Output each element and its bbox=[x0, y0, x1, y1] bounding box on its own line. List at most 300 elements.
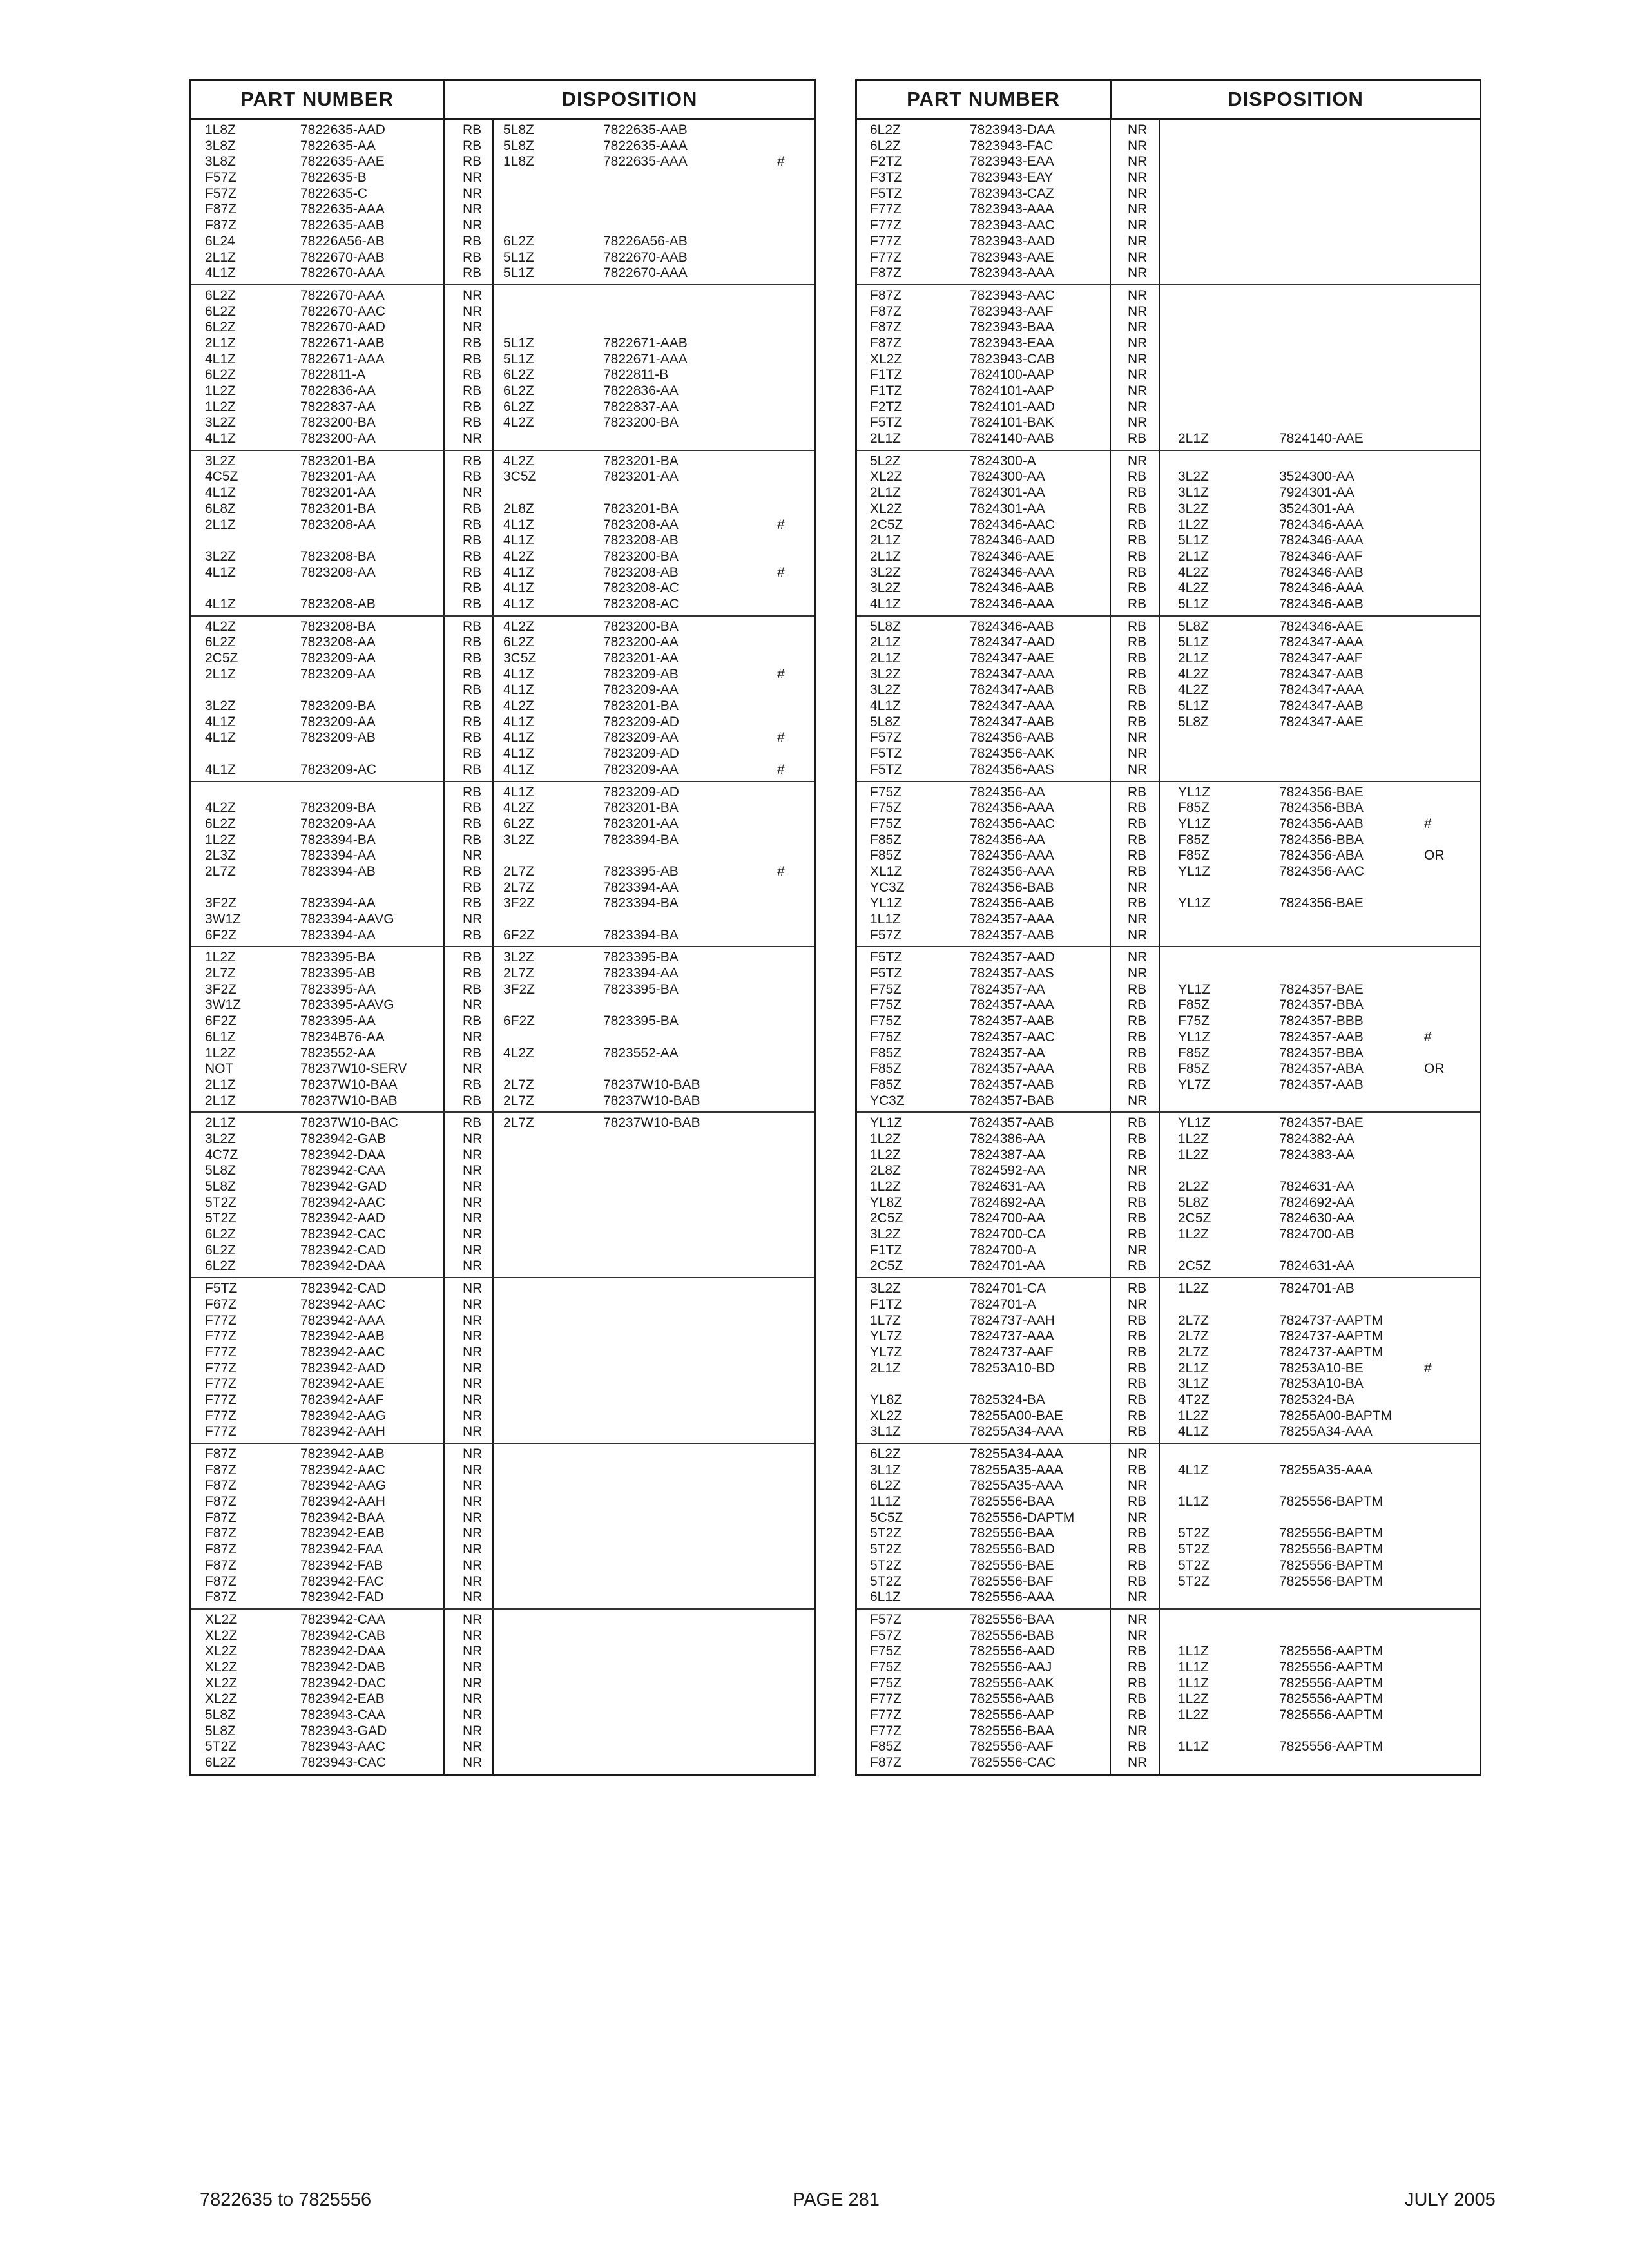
model-prefix: 6L2Z bbox=[205, 1258, 236, 1274]
model-prefix: F87Z bbox=[870, 320, 902, 335]
disposition-code: NR bbox=[1128, 202, 1148, 217]
model-prefix: 2L1Z bbox=[870, 533, 901, 548]
part-number: 7824346-AAC bbox=[970, 517, 1055, 532]
target-part-number: 3524301-AA bbox=[1279, 501, 1354, 516]
disposition-code: NR bbox=[463, 1344, 483, 1360]
target-model-prefix: YL1Z bbox=[1178, 816, 1211, 831]
target-model-prefix: 3L1Z bbox=[1178, 485, 1209, 501]
model-prefix: F87Z bbox=[205, 1526, 237, 1541]
model-prefix: F75Z bbox=[870, 997, 902, 1013]
model-prefix: F85Z bbox=[870, 1739, 902, 1754]
disposition-code: NR bbox=[1128, 383, 1148, 398]
disposition-code: RB bbox=[463, 138, 482, 153]
disposition-code: RB bbox=[463, 635, 482, 650]
table-row bbox=[857, 1574, 1480, 1590]
note-mark: # bbox=[1424, 1360, 1432, 1376]
table-row bbox=[857, 1258, 1480, 1274]
disposition-code: NR bbox=[1128, 138, 1148, 153]
model-prefix: 5C5Z bbox=[870, 1510, 903, 1525]
target-part-number: 7822635-AAB bbox=[603, 122, 688, 137]
target-part-number: 7824356-ABA bbox=[1279, 848, 1364, 863]
table-row bbox=[191, 1724, 814, 1740]
table-row bbox=[191, 265, 814, 282]
part-number: 78253A10-BD bbox=[970, 1360, 1055, 1376]
part-number: 7824300-AA bbox=[970, 469, 1045, 485]
footer-part-range: 7822635 to 7825556 bbox=[200, 2189, 372, 2210]
table-row bbox=[857, 816, 1480, 832]
model-prefix: 5L8Z bbox=[870, 619, 901, 634]
model-prefix: 3L2Z bbox=[205, 698, 236, 714]
table-row bbox=[857, 1179, 1480, 1195]
table-row bbox=[191, 367, 814, 383]
part-number: 7822670-AAA bbox=[300, 265, 385, 281]
target-part-number: 7825556-BAPTM bbox=[1279, 1494, 1383, 1510]
table-row bbox=[857, 1612, 1480, 1628]
table-row bbox=[857, 1115, 1480, 1131]
part-number: 7822670-AAC bbox=[300, 303, 385, 319]
model-prefix: 1L2Z bbox=[205, 832, 236, 847]
part-number: 7824347-AAD bbox=[970, 635, 1055, 650]
model-prefix: 3L2Z bbox=[205, 1131, 236, 1146]
note-mark: # bbox=[777, 730, 785, 745]
table-row bbox=[857, 1755, 1480, 1771]
table-row bbox=[857, 880, 1480, 896]
part-number: 7823209-BA bbox=[300, 698, 376, 714]
target-model-prefix: 5L1Z bbox=[1178, 698, 1209, 714]
part-number: 7823942-AAA bbox=[300, 1312, 385, 1328]
model-prefix: F87Z bbox=[870, 303, 902, 319]
part-number: 7823942-CAC bbox=[300, 1227, 387, 1242]
disposition-heading: DISPOSITION bbox=[561, 88, 698, 110]
target-part-number: 7824630-AA bbox=[1279, 1211, 1354, 1226]
part-number: 7823942-AAC bbox=[300, 1296, 385, 1312]
table-row bbox=[857, 832, 1480, 849]
part-number: 7823201-BA bbox=[300, 501, 376, 516]
model-prefix: 5T2Z bbox=[205, 1211, 237, 1226]
table-row bbox=[191, 1179, 814, 1195]
model-prefix: F87Z bbox=[870, 335, 902, 351]
model-prefix: 2C5Z bbox=[870, 1258, 903, 1274]
table-row bbox=[191, 1755, 814, 1771]
table-row bbox=[191, 336, 814, 352]
model-prefix: 4L2Z bbox=[205, 619, 236, 634]
model-prefix: F5TZ bbox=[870, 186, 903, 201]
part-number: 7824692-AA bbox=[970, 1195, 1045, 1210]
target-part-number: 7823200-BA bbox=[603, 415, 679, 430]
disposition-code: NR bbox=[1128, 287, 1148, 303]
part-number: 7824357-BAB bbox=[970, 1093, 1054, 1108]
part-number: 7824301-AA bbox=[970, 501, 1045, 516]
disposition-code: NR bbox=[1128, 1755, 1148, 1771]
model-prefix: 5L2Z bbox=[870, 453, 901, 468]
table-row bbox=[857, 383, 1480, 399]
disposition-code: RB bbox=[1128, 1061, 1147, 1077]
target-model-prefix: 2C5Z bbox=[1178, 1211, 1211, 1226]
model-prefix: 6L2Z bbox=[870, 1478, 901, 1494]
model-prefix: 2L1Z bbox=[205, 517, 236, 532]
disposition-code: NR bbox=[1128, 966, 1148, 981]
table-row bbox=[191, 1163, 814, 1179]
model-prefix: 5T2Z bbox=[205, 1195, 237, 1210]
part-number: 7824357-AAD bbox=[970, 950, 1055, 965]
part-number: 7823943-CAB bbox=[970, 351, 1055, 367]
table-row bbox=[857, 1014, 1480, 1030]
target-part-number: 78255A00-BAPTM bbox=[1279, 1408, 1393, 1423]
model-prefix: F77Z bbox=[870, 249, 902, 265]
disposition-code: NR bbox=[1128, 762, 1148, 777]
table-row bbox=[857, 186, 1480, 202]
table-row bbox=[857, 730, 1480, 746]
table-row bbox=[191, 1408, 814, 1425]
left-parts-table bbox=[189, 79, 816, 1776]
target-part-number: 7825556-AAPTM bbox=[1279, 1659, 1383, 1675]
model-prefix: F87Z bbox=[870, 265, 902, 281]
table-row bbox=[857, 431, 1480, 447]
disposition-code: NR bbox=[463, 1739, 483, 1754]
disposition-code: NR bbox=[463, 320, 483, 335]
part-number: 7825556-AAA bbox=[970, 1590, 1054, 1605]
table-row bbox=[191, 651, 814, 667]
part-number: 7823201-AA bbox=[300, 485, 376, 501]
part-number: 7824737-AAH bbox=[970, 1312, 1055, 1328]
disposition-code: NR bbox=[463, 1227, 483, 1242]
target-part-number: 7823208-AC bbox=[603, 596, 679, 611]
table-row bbox=[191, 399, 814, 416]
table-row bbox=[857, 864, 1480, 880]
model-prefix: XL2Z bbox=[205, 1691, 238, 1707]
target-part-number: 7824347-AAE bbox=[1279, 714, 1364, 729]
table-row bbox=[191, 635, 814, 651]
disposition-code: NR bbox=[1128, 1478, 1148, 1494]
disposition-code: RB bbox=[1128, 1573, 1147, 1589]
target-model-prefix: 1L2Z bbox=[1178, 1227, 1209, 1242]
model-prefix: F87Z bbox=[205, 218, 237, 233]
part-number: 7823943-GAD bbox=[300, 1723, 387, 1738]
model-prefix: F5TZ bbox=[870, 966, 903, 981]
table-row bbox=[191, 533, 814, 549]
table-row bbox=[191, 785, 814, 801]
table-row bbox=[857, 1494, 1480, 1510]
table-row bbox=[191, 1093, 814, 1110]
table-row bbox=[857, 1542, 1480, 1558]
disposition-code: RB bbox=[463, 762, 482, 777]
target-part-number: 7824356-AAB bbox=[1279, 816, 1364, 831]
table-row bbox=[857, 1558, 1480, 1574]
part-number: 7824101-AAD bbox=[970, 399, 1055, 414]
disposition-code: NR bbox=[463, 1478, 483, 1494]
model-prefix: F75Z bbox=[870, 1675, 902, 1691]
target-model-prefix: 1L2Z bbox=[1178, 1691, 1209, 1707]
part-number-heading: PART NUMBER bbox=[857, 81, 1112, 118]
table-row bbox=[857, 250, 1480, 266]
target-model-prefix: 3L2Z bbox=[1178, 501, 1209, 516]
model-prefix: 4L1Z bbox=[205, 265, 236, 281]
part-number: 7824737-AAF bbox=[970, 1344, 1054, 1360]
part-number: 7824356-AAB bbox=[970, 730, 1054, 745]
disposition-code: RB bbox=[463, 564, 482, 580]
model-prefix: 5L8Z bbox=[205, 1707, 236, 1722]
part-number: 7824357-AAB bbox=[970, 1014, 1054, 1029]
part-number: 7823942-AAH bbox=[300, 1494, 385, 1510]
disposition-code: NR bbox=[1128, 399, 1148, 414]
table-row bbox=[191, 667, 814, 683]
disposition-code: NR bbox=[1128, 367, 1148, 383]
disposition-code: RB bbox=[463, 927, 482, 943]
part-number: 7825556-BAA bbox=[970, 1723, 1054, 1738]
table-row bbox=[857, 1313, 1480, 1329]
table-row bbox=[857, 469, 1480, 485]
disposition-code: NR bbox=[1128, 1510, 1148, 1525]
model-prefix: 4L1Z bbox=[205, 762, 236, 777]
model-prefix: F77Z bbox=[870, 1723, 902, 1738]
model-prefix: 6L2Z bbox=[205, 303, 236, 319]
table-row bbox=[191, 896, 814, 912]
disposition-code: RB bbox=[463, 714, 482, 729]
disposition-code: RB bbox=[1128, 1312, 1147, 1328]
target-model-prefix: 2L1Z bbox=[1178, 431, 1209, 447]
target-model-prefix: 1L2Z bbox=[1178, 1147, 1209, 1162]
target-model-prefix: 3F2Z bbox=[503, 981, 535, 997]
part-number: 7823943-BAA bbox=[970, 320, 1054, 335]
note-mark: # bbox=[777, 762, 785, 777]
part-number: 7822635-AAA bbox=[300, 202, 385, 217]
disposition-code: NR bbox=[463, 303, 483, 319]
target-part-number: 7824356-AAC bbox=[1279, 863, 1364, 879]
target-model-prefix: 2L2Z bbox=[1178, 1179, 1209, 1194]
disposition-code: RB bbox=[1128, 1227, 1147, 1242]
model-prefix: 2L8Z bbox=[870, 1163, 901, 1178]
disposition-code: NR bbox=[463, 1462, 483, 1477]
target-part-number: 7824357-BAE bbox=[1279, 1115, 1364, 1131]
table-row bbox=[191, 1258, 814, 1274]
model-prefix: F77Z bbox=[205, 1392, 237, 1407]
target-part-number: 7824347-AAF bbox=[1279, 651, 1363, 666]
target-model-prefix: 4L2Z bbox=[503, 698, 534, 714]
model-prefix: XL2Z bbox=[205, 1644, 238, 1659]
table-row bbox=[857, 1281, 1480, 1297]
table-row bbox=[191, 122, 814, 139]
note-mark: # bbox=[1424, 816, 1432, 831]
table-row bbox=[857, 1526, 1480, 1542]
disposition-code: RB bbox=[1128, 816, 1147, 831]
model-prefix: 6L2Z bbox=[205, 1755, 236, 1771]
row-group bbox=[857, 1113, 1480, 1278]
target-model-prefix: F85Z bbox=[1178, 1061, 1210, 1077]
disposition-code: NR bbox=[463, 287, 483, 303]
part-number: 7824346-AAB bbox=[970, 581, 1054, 596]
table-row bbox=[857, 619, 1480, 635]
part-number: 7822635-AAD bbox=[300, 122, 385, 137]
table-row bbox=[191, 597, 814, 613]
part-number: 7823943-AAA bbox=[970, 202, 1054, 217]
disposition-code: NR bbox=[463, 1179, 483, 1194]
disposition-code: RB bbox=[1128, 1392, 1147, 1407]
model-prefix: F75Z bbox=[870, 1659, 902, 1675]
model-prefix: F87Z bbox=[205, 1446, 237, 1461]
part-number: 7823552-AA bbox=[300, 1045, 376, 1061]
model-prefix: 4L1Z bbox=[205, 351, 236, 367]
part-number: 7823943-AAA bbox=[970, 265, 1054, 281]
part-number: 7823395-AA bbox=[300, 981, 376, 997]
part-number: 7824347-AAE bbox=[970, 651, 1054, 666]
table-row bbox=[191, 1297, 814, 1313]
part-number: 7824347-AAA bbox=[970, 666, 1054, 682]
part-number: 7824357-AAC bbox=[970, 1029, 1055, 1044]
part-number: 7825324-BA bbox=[970, 1392, 1045, 1407]
disposition-code: NR bbox=[1128, 1611, 1148, 1627]
target-part-number: 78255A35-AAA bbox=[1279, 1462, 1373, 1477]
target-part-number: 7825556-BAPTM bbox=[1279, 1526, 1383, 1541]
target-model-prefix: 2L7Z bbox=[503, 1093, 534, 1108]
model-prefix: F5TZ bbox=[870, 762, 903, 777]
disposition-code: NR bbox=[463, 1296, 483, 1312]
part-number: 7823942-EAB bbox=[300, 1526, 385, 1541]
table-row bbox=[191, 1281, 814, 1297]
model-prefix: 5L8Z bbox=[870, 714, 901, 729]
disposition-code: NR bbox=[463, 1360, 483, 1376]
row-group bbox=[857, 617, 1480, 782]
table-row bbox=[857, 170, 1480, 186]
model-prefix: 4L2Z bbox=[205, 800, 236, 816]
row-group bbox=[857, 947, 1480, 1113]
target-model-prefix: 5L1Z bbox=[503, 249, 534, 265]
table-row bbox=[857, 533, 1480, 549]
target-model-prefix: 4L1Z bbox=[503, 714, 534, 729]
note-mark: # bbox=[777, 154, 785, 169]
model-prefix: F87Z bbox=[205, 1573, 237, 1589]
disposition-code: RB bbox=[463, 950, 482, 965]
part-number: 7823943-CAA bbox=[300, 1707, 385, 1722]
disposition-code: RB bbox=[463, 666, 482, 682]
model-prefix: F87Z bbox=[205, 1557, 237, 1573]
target-part-number: 7824356-BAE bbox=[1279, 784, 1364, 800]
part-number: 7823395-AAVG bbox=[300, 997, 394, 1013]
model-prefix: XL2Z bbox=[205, 1611, 238, 1627]
part-number: 7824700-AA bbox=[970, 1211, 1045, 1226]
part-number: 7823209-BA bbox=[300, 800, 376, 816]
target-part-number: 7824356-BBA bbox=[1279, 800, 1364, 816]
model-prefix: 2L1Z bbox=[870, 485, 901, 501]
part-number: 7825556-BAA bbox=[970, 1611, 1054, 1627]
target-part-number: 7824382-AA bbox=[1279, 1131, 1354, 1146]
table-row bbox=[857, 1030, 1480, 1046]
disposition-code: RB bbox=[1128, 1408, 1147, 1423]
target-part-number: 7824347-AAB bbox=[1279, 698, 1364, 714]
model-prefix: F77Z bbox=[205, 1408, 237, 1423]
part-number: 7823942-AAG bbox=[300, 1408, 387, 1423]
table-row bbox=[191, 1361, 814, 1377]
disposition-code: NR bbox=[463, 202, 483, 217]
model-prefix: 3L8Z bbox=[205, 154, 236, 169]
target-model-prefix: YL1Z bbox=[1178, 1029, 1211, 1044]
disposition-code: NR bbox=[463, 1392, 483, 1407]
table-row bbox=[857, 597, 1480, 613]
disposition-code: NR bbox=[1128, 879, 1148, 895]
target-part-number: 7823208-AA bbox=[603, 517, 679, 532]
model-prefix: F57Z bbox=[870, 730, 902, 745]
model-prefix: F5TZ bbox=[205, 1281, 238, 1296]
target-model-prefix: 1L2Z bbox=[1178, 1707, 1209, 1722]
part-number: 7823209-AA bbox=[300, 714, 376, 729]
target-model-prefix: 4L1Z bbox=[1178, 1462, 1209, 1477]
target-part-number: 7823201-AA bbox=[603, 816, 679, 831]
target-model-prefix: YL1Z bbox=[1178, 896, 1211, 911]
part-number: 7823208-BA bbox=[300, 548, 376, 564]
part-number: 7823394-BA bbox=[300, 832, 376, 847]
table-row bbox=[191, 950, 814, 966]
table-row bbox=[191, 1707, 814, 1724]
disposition-code: NR bbox=[463, 218, 483, 233]
table-row bbox=[191, 1148, 814, 1164]
part-number: 7823942-DAA bbox=[300, 1644, 385, 1659]
model-prefix: YL8Z bbox=[870, 1392, 903, 1407]
target-model-prefix: 2L7Z bbox=[503, 863, 534, 879]
part-number: 7823942-CAB bbox=[300, 1628, 385, 1643]
table-row bbox=[191, 1115, 814, 1131]
model-prefix: 3W1Z bbox=[205, 997, 242, 1013]
target-part-number: 7824357-BBA bbox=[1279, 997, 1364, 1013]
table-row bbox=[191, 880, 814, 896]
table-row bbox=[191, 1392, 814, 1408]
disposition-code: RB bbox=[1128, 1675, 1147, 1691]
model-prefix: 4L1Z bbox=[205, 431, 236, 447]
disposition-code: RB bbox=[463, 896, 482, 911]
part-number: 7823394-AB bbox=[300, 863, 376, 879]
table-row bbox=[191, 832, 814, 849]
model-prefix: F77Z bbox=[205, 1360, 237, 1376]
target-model-prefix: 2L7Z bbox=[503, 966, 534, 981]
target-part-number: 7823209-AA bbox=[603, 762, 679, 777]
part-number-heading: PART NUMBER bbox=[191, 81, 445, 118]
part-number: 7822670-AAA bbox=[300, 287, 385, 303]
model-prefix: 6L2Z bbox=[870, 138, 901, 153]
target-part-number: 7823201-BA bbox=[603, 698, 679, 714]
target-part-number: 78237W10-BAB bbox=[603, 1115, 700, 1131]
part-number: 7822670-AAD bbox=[300, 320, 385, 335]
model-prefix: 3L2Z bbox=[870, 1281, 901, 1296]
target-model-prefix: 4L2Z bbox=[503, 1045, 534, 1061]
table-row bbox=[191, 1329, 814, 1345]
disposition-code: RB bbox=[1128, 564, 1147, 580]
disposition-code: RB bbox=[463, 399, 482, 414]
table-row bbox=[191, 1478, 814, 1494]
part-number: 7822811-A bbox=[300, 367, 366, 383]
disposition-code: NR bbox=[1128, 950, 1148, 965]
table-row bbox=[191, 1424, 814, 1440]
part-number: 7823942-AAD bbox=[300, 1360, 385, 1376]
disposition-code: NR bbox=[463, 1131, 483, 1146]
table-row bbox=[857, 1424, 1480, 1440]
target-model-prefix: 6F2Z bbox=[503, 927, 535, 943]
table-row bbox=[191, 1612, 814, 1628]
model-prefix: XL2Z bbox=[870, 501, 903, 516]
target-part-number: 7823201-AA bbox=[603, 651, 679, 666]
table-row bbox=[857, 1628, 1480, 1644]
model-prefix: 5L8Z bbox=[205, 1179, 236, 1194]
disposition-code: RB bbox=[1128, 1077, 1147, 1092]
target-model-prefix: 4T2Z bbox=[1178, 1392, 1210, 1407]
disposition-code: NR bbox=[463, 1557, 483, 1573]
part-number: 7825556-AAB bbox=[970, 1691, 1054, 1707]
target-part-number: 78237W10-BAB bbox=[603, 1077, 700, 1092]
target-part-number: 7823208-AB bbox=[603, 533, 679, 548]
row-group bbox=[857, 1444, 1480, 1610]
part-number: 7823200-BA bbox=[300, 415, 376, 430]
table-row bbox=[191, 1211, 814, 1227]
disposition-code: RB bbox=[1128, 485, 1147, 501]
target-model-prefix: 5L8Z bbox=[1178, 619, 1209, 634]
table-row bbox=[857, 367, 1480, 383]
